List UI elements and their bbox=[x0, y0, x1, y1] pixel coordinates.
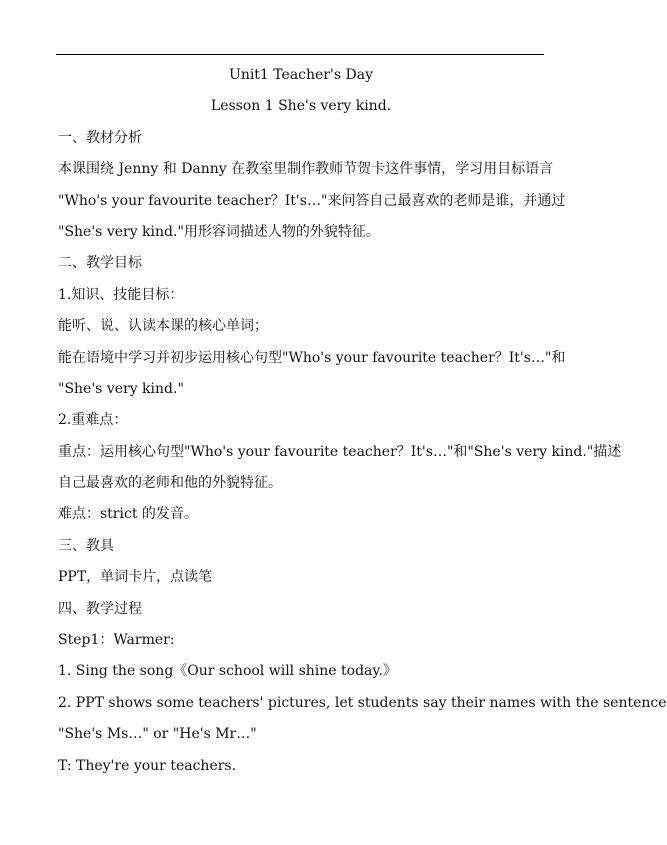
text-line: 三、教具 bbox=[58, 537, 114, 554]
text-line: 自己最喜欢的老师和他的外貌特征。 bbox=[58, 475, 282, 492]
text-line: "She's Ms…" or "He's Mr…" bbox=[58, 726, 257, 743]
text-line: 1. Sing the song《Our school will shine today.》 bbox=[58, 663, 397, 680]
text-line: Step1：Warmer: bbox=[58, 632, 175, 649]
text-line: 2. PPT shows some teachers' pictures, let students say their names with the sentence bbox=[58, 694, 667, 711]
text-line: 一、教材分析 bbox=[58, 129, 142, 146]
text-line: "She's very kind."用形容词描述人物的外貌特征。 bbox=[58, 223, 380, 240]
text-line: 重点：运用核心句型"Who's your favourite teacher？It's…"和"She's very kind."描述 bbox=[58, 443, 622, 460]
text-line: "She's very kind." bbox=[58, 380, 184, 397]
document-subtitle: Lesson 1 She's very kind. bbox=[210, 98, 392, 115]
text-line: 能听、说、认读本课的核心单词； bbox=[58, 318, 268, 335]
document-body bbox=[58, 60, 667, 782]
text-line: 能在语境中学习并初步运用核心句型"Who's your favourite teacher？It's…"和 bbox=[58, 349, 566, 366]
text-line: T: They're your teachers. bbox=[58, 757, 237, 774]
text-line: "Who's your favourite teacher？It's…"来问答自己最喜欢的老师是谁，并通过 bbox=[58, 192, 566, 209]
document-title: Unit1 Teacher's Day bbox=[229, 67, 373, 83]
text-line: 四、教学过程 bbox=[58, 600, 142, 617]
text-line: 本课围绕 Jenny 和 Danny 在教室里制作教师节贺卡这件事情，学习用目标语言 bbox=[58, 161, 554, 178]
header-rule bbox=[56, 54, 544, 55]
text-line: 二、教学目标 bbox=[58, 255, 142, 272]
text-line: 难点：strict 的发音。 bbox=[58, 506, 198, 523]
text-line: 2.重难点： bbox=[58, 412, 128, 429]
document-lines bbox=[58, 123, 667, 782]
text-line: 1.知识、技能目标： bbox=[58, 286, 184, 303]
text-line: PPT，单词卡片，点读笔 bbox=[58, 569, 213, 586]
